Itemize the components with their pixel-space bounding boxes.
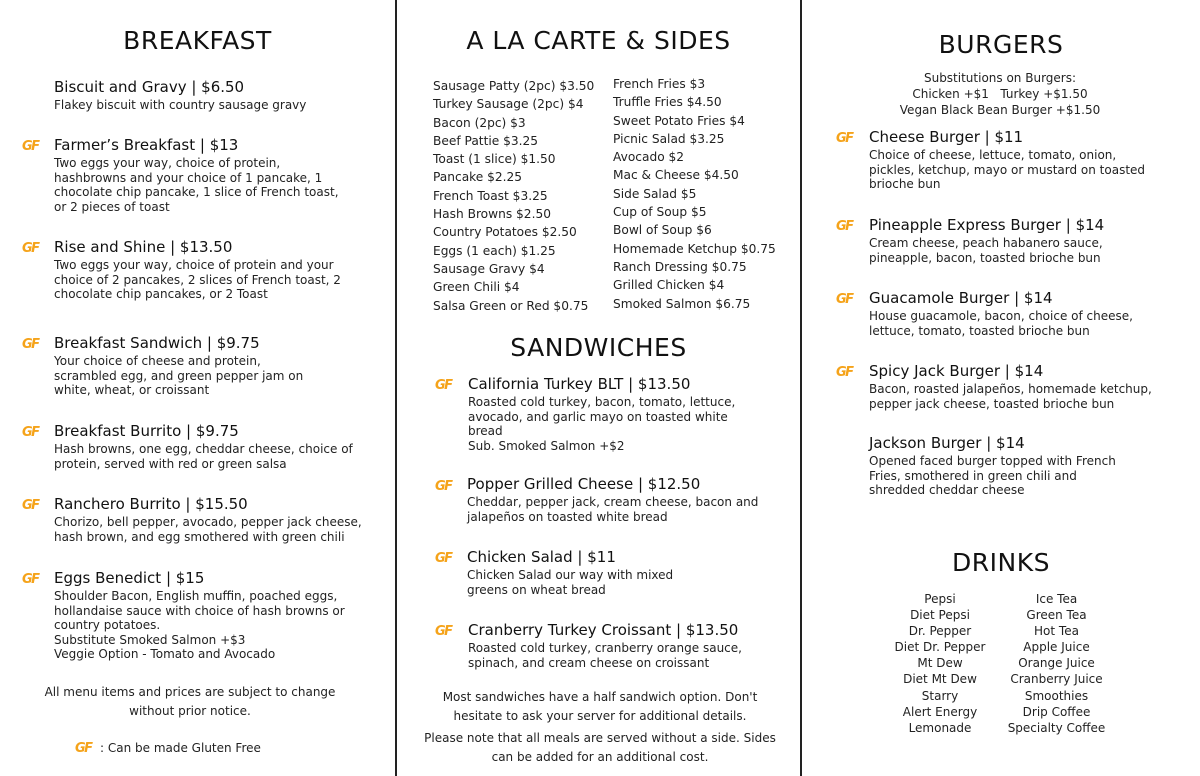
drink-item: Pepsi <box>924 592 956 606</box>
item-title: Farmer’s Breakfast | $13 <box>54 136 239 154</box>
menu-item <box>54 422 359 471</box>
menu-item <box>54 495 374 544</box>
gluten-free-icon: GF <box>22 139 39 154</box>
gluten-free-icon: GF <box>836 219 853 234</box>
item-extra: Substitute Smoked Salmon +$3 <box>54 632 246 647</box>
sides-list-left <box>433 77 594 315</box>
item-description: Your choice of cheese and protein, scrambled egg, and green pepper jam on white, wheat, or croissant <box>54 354 304 397</box>
menu-item <box>54 569 359 662</box>
substitutions-line: Chicken +$1 Turkey +$1.50 <box>912 87 1088 101</box>
list-item: French Fries $3 <box>613 77 706 91</box>
list-item: French Toast $3.25 <box>433 188 548 203</box>
item-description: Bacon, roasted jalapeños, homemade ketchup, pepper jack cheese, toasted brioche bun <box>869 382 1152 411</box>
menu-item <box>869 362 1159 411</box>
sandwiches-heading: SANDWICHES <box>510 333 687 362</box>
drink-item: Apple Juice <box>1023 640 1090 655</box>
item-description: Two eggs your way, choice of protein and your choice of 2 pancakes, 2 slices of French toast, 2 chocolate chip pancakes, or 2 Toast <box>54 258 341 301</box>
drinks-list-right <box>994 591 1119 736</box>
item-title: Pineapple Express Burger | $14 <box>869 216 1105 234</box>
drink-item: Lemonade <box>908 720 972 735</box>
drink-item: Specialty Coffee <box>1007 720 1106 735</box>
list-item: Country Potatoes $2.50 <box>433 225 577 240</box>
item-title: California Turkey BLT | $13.50 <box>468 375 691 393</box>
drink-item: Alert Energy <box>902 704 978 719</box>
drink-item: Diet Mt Dew <box>903 672 977 687</box>
drink-item: Diet Dr. Pepper <box>894 640 986 655</box>
burgers-heading: BURGERS <box>938 30 1064 59</box>
gluten-free-icon: GF <box>435 551 452 566</box>
gf-legend: : Can be made Gluten Free <box>100 741 261 755</box>
list-item: Eggs (1 each) $1.25 <box>433 243 556 258</box>
list-item: Bowl of Soup $6 <box>613 223 712 238</box>
drinks-list-left <box>880 591 1000 736</box>
list-item: Avocado $2 <box>613 150 685 165</box>
gluten-free-icon: GF <box>22 572 39 587</box>
column-divider-left <box>395 0 397 776</box>
menu-item <box>54 334 319 398</box>
substitutions-line: Vegan Black Bean Burger +$1.50 <box>899 103 1101 117</box>
substitutions-title: Substitutions on Burgers: <box>923 71 1077 85</box>
drink-item: Hot Tea <box>1034 624 1079 639</box>
item-description: Chicken Salad our way with mixed greens on wheat bread <box>467 568 674 597</box>
menu-item <box>467 548 687 597</box>
gluten-free-icon: GF <box>435 624 452 639</box>
gluten-free-icon: GF <box>435 378 452 393</box>
gluten-free-icon: GF <box>22 425 39 440</box>
drink-item: Cranberry Juice <box>1010 672 1103 687</box>
gluten-free-icon: GF <box>435 479 452 494</box>
item-title: Guacamole Burger | $14 <box>869 289 1053 307</box>
list-item: Cup of Soup $5 <box>613 205 707 220</box>
drink-item: Diet Pepsi <box>910 608 970 623</box>
breakfast-heading: BREAKFAST <box>123 26 272 55</box>
drink-item: Ice Tea <box>1035 592 1078 606</box>
menu-item <box>54 136 344 214</box>
gluten-free-icon: GF <box>75 741 92 756</box>
gluten-free-icon: GF <box>836 292 853 307</box>
list-item: Bacon (2pc) $3 <box>433 115 526 130</box>
list-item: Side Salad $5 <box>613 186 697 201</box>
menu-item <box>467 475 767 524</box>
menu-item <box>869 289 1149 338</box>
item-description: Cheddar, pepper jack, cream cheese, bacon and jalapeños on toasted white bread <box>467 495 759 524</box>
item-title: Ranchero Burrito | $15.50 <box>54 495 248 513</box>
item-description: Roasted cold turkey, cranberry orange sauce, spinach, and cream cheese on croissant <box>468 641 742 670</box>
sides-note: Please note that all meals are served without a side. Sides can be added for an additional cost. <box>424 731 776 764</box>
list-item: Pancake $2.25 <box>433 170 523 185</box>
menu-item <box>54 238 359 302</box>
item-description: Two eggs your way, choice of protein, hashbrowns and your choice of 1 pancake, 1 chocolate chip pancake, 1 slice of French toast, or 2 pieces of toast <box>54 156 339 214</box>
gluten-free-icon: GF <box>22 241 39 256</box>
drink-item: Starry <box>921 688 959 703</box>
drink-item: Orange Juice <box>1018 656 1095 671</box>
item-description: Flakey biscuit with country sausage gravy <box>54 98 307 112</box>
list-item: Mac & Cheese $4.50 <box>613 168 739 183</box>
item-title: Popper Grilled Cheese | $12.50 <box>467 475 701 493</box>
list-item: Smoked Salmon $6.75 <box>613 296 751 311</box>
item-title: Breakfast Burrito | $9.75 <box>54 422 239 440</box>
item-title: Biscuit and Gravy | $6.50 <box>54 78 245 96</box>
half-sandwich-note: Most sandwiches have a half sandwich option. Don't hesitate to ask your server for additional details. <box>442 690 758 723</box>
item-title: Cranberry Turkey Croissant | $13.50 <box>468 621 739 639</box>
item-description: Opened faced burger topped with French Fries, smothered in green chili and shredded cheddar cheese <box>869 454 1116 497</box>
item-title: Cheese Burger | $11 <box>869 128 1024 146</box>
menu-item <box>468 621 763 670</box>
list-item: Picnic Salad $3.25 <box>613 131 725 146</box>
drink-item: Green Tea <box>1026 608 1087 623</box>
item-title: Rise and Shine | $13.50 <box>54 238 233 256</box>
drink-item: Smoothies <box>1024 688 1089 703</box>
item-description: Choice of cheese, lettuce, tomato, onion, pickles, ketchup, mayo or mustard on toasted brioche bun <box>869 148 1146 191</box>
burger-substitutions <box>860 70 1140 118</box>
item-description: Chorizo, bell pepper, avocado, pepper jack cheese, hash brown, and egg smothered with green chili <box>54 515 362 544</box>
gluten-free-icon: GF <box>22 337 39 352</box>
drink-item: Mt Dew <box>917 656 963 671</box>
drink-item: Drip Coffee <box>1022 704 1091 719</box>
drink-item: Dr. Pepper <box>908 624 972 639</box>
sides-list-right <box>613 75 776 313</box>
list-item: Homemade Ketchup $0.75 <box>613 241 776 256</box>
menu-item <box>54 78 384 113</box>
list-item: Salsa Green or Red $0.75 <box>433 298 589 313</box>
menu-item <box>869 128 1159 192</box>
item-extra: Veggie Option - Tomato and Avocado <box>54 647 276 661</box>
item-description: Cream cheese, peach habanero sauce, pineapple, bacon, toasted brioche bun <box>869 236 1103 265</box>
list-item: Beef Pattie $3.25 <box>433 133 538 148</box>
item-description: Shoulder Bacon, English muffin, poached eggs, hollandaise sauce with choice of hash browns or country potatoes. <box>54 589 345 632</box>
list-item: Hash Browns $2.50 <box>433 207 551 222</box>
item-title: Breakfast Sandwich | $9.75 <box>54 334 260 352</box>
item-extra: Sub. Smoked Salmon +$2 <box>468 438 625 453</box>
item-description: Hash browns, one egg, cheddar cheese, choice of protein, served with red or green salsa <box>54 442 353 471</box>
list-item: Sausage Gravy $4 <box>433 261 545 276</box>
item-title: Chicken Salad | $11 <box>467 548 616 566</box>
column-divider-right <box>800 0 802 776</box>
menu-item <box>468 375 753 453</box>
gluten-free-icon: GF <box>836 131 853 146</box>
sides-heading: A LA CARTE & SIDES <box>466 26 731 55</box>
list-item: Grilled Chicken $4 <box>613 278 725 293</box>
list-item: Green Chili $4 <box>433 280 520 295</box>
item-title: Spicy Jack Burger | $14 <box>869 362 1044 380</box>
gluten-free-icon: GF <box>836 365 853 380</box>
list-item: Truffle Fries $4.50 <box>613 95 722 110</box>
drinks-heading: DRINKS <box>952 548 1050 577</box>
gluten-free-icon: GF <box>22 498 39 513</box>
list-item: Ranch Dressing $0.75 <box>613 259 747 274</box>
item-title: Eggs Benedict | $15 <box>54 569 205 587</box>
item-description: Roasted cold turkey, bacon, tomato, lettuce, avocado, and garlic mayo on toasted white bread <box>468 395 736 438</box>
list-item: Turkey Sausage (2pc) $4 <box>433 97 584 112</box>
menu-item <box>869 434 1134 498</box>
item-title: Jackson Burger | $14 <box>869 434 1025 452</box>
price-notice: All menu items and prices are subject to change without prior notice. <box>44 685 336 718</box>
list-item: Toast (1 slice) $1.50 <box>433 152 556 167</box>
list-item: Sweet Potato Fries $4 <box>613 113 745 128</box>
list-item: Sausage Patty (2pc) $3.50 <box>433 79 595 93</box>
menu-item <box>869 216 1144 265</box>
item-description: House guacamole, bacon, choice of cheese, lettuce, tomato, toasted brioche bun <box>869 309 1133 338</box>
